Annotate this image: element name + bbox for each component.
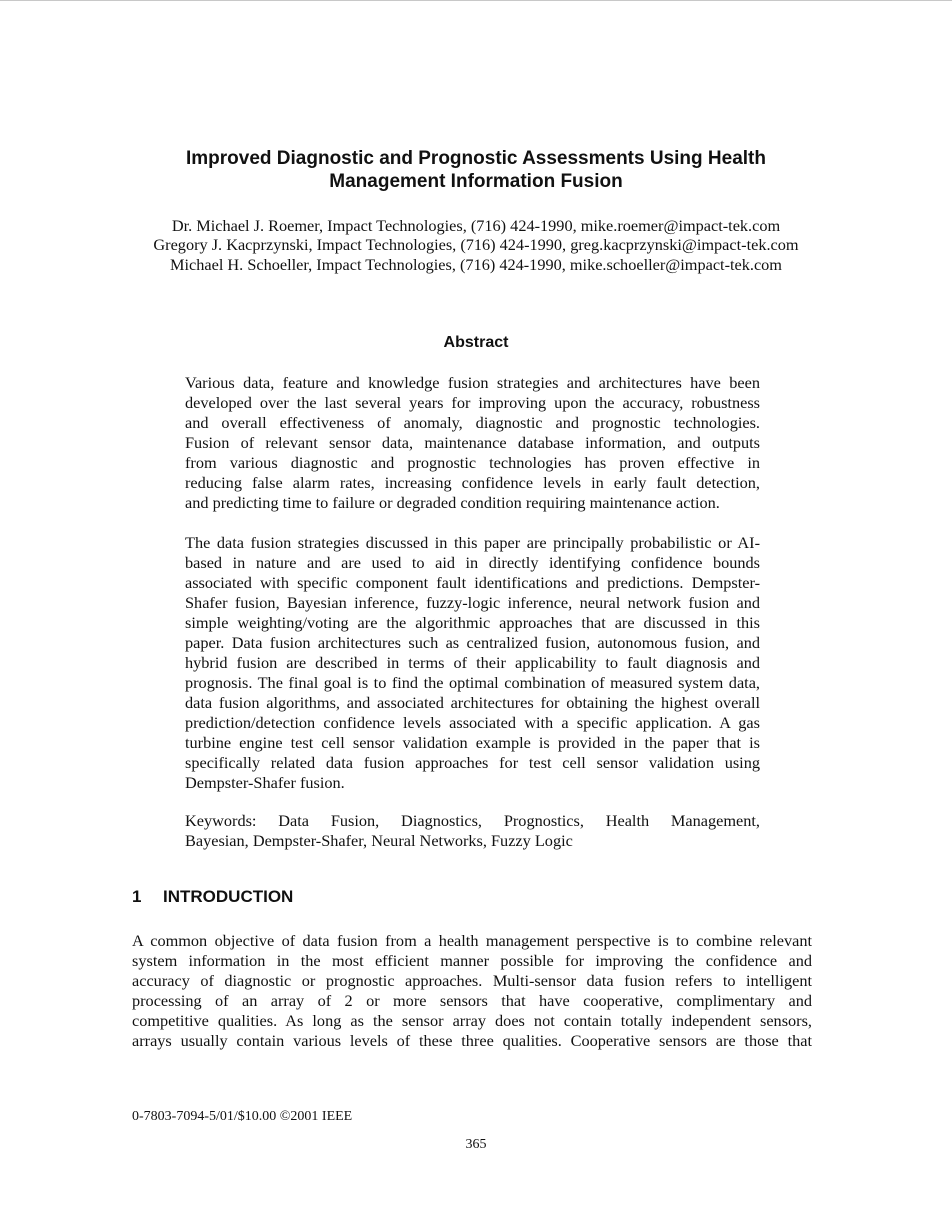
- copyright-footer: 0-7803-7094-5/01/$10.00 ©2001 IEEE: [132, 1109, 353, 1124]
- text-line: prognosis. The final goal is to find the optimal combination of measured system data,: [185, 673, 760, 692]
- text-line: A common objective of data fusion from a health management perspective is to combine relevant: [132, 931, 812, 950]
- text-line: associated with specific component fault identifications and predictions. Dempster-: [185, 573, 760, 592]
- abstract-heading: Abstract: [443, 334, 509, 351]
- section-number: 1: [132, 887, 142, 906]
- text-line: and overall effectiveness of anomaly, diagnostic and prognostic technologies.: [185, 413, 760, 432]
- text-line: Various data, feature and knowledge fusion strategies and architectures have been: [185, 373, 760, 392]
- author-line: Michael H. Schoeller, Impact Technologies, (716) 424-1990, mike.schoeller@impact-tek.com: [170, 254, 782, 274]
- introduction-paragraph: [132, 931, 812, 1051]
- text-line: processing of an array of 2 or more sensors that have cooperative, complimentary and: [132, 991, 812, 1010]
- author-list: [0, 216, 952, 274]
- text-line: competitive qualities. As long as the sensor array does not contain totally independent sensors,: [132, 1011, 812, 1030]
- text-line: accuracy of diagnostic or prognostic approaches. Multi-sensor data fusion refers to intelligent: [132, 971, 812, 990]
- text-line: Shafer fusion, Bayesian inference, fuzzy-logic inference, neural network fusion and: [185, 593, 760, 612]
- paper-title: [0, 147, 952, 193]
- text-line: Fusion of relevant sensor data, maintenance database information, and outputs: [185, 433, 760, 452]
- title-line: Management Information Fusion: [329, 171, 623, 192]
- text-line: Dempster-Shafer fusion.: [185, 773, 345, 792]
- section-title: INTRODUCTION: [163, 887, 294, 906]
- abstract-paragraph-1: [185, 373, 760, 513]
- text-line: turbine engine test cell sensor validation example is provided in the paper that is: [185, 733, 760, 752]
- author-line: Dr. Michael J. Roemer, Impact Technologies, (716) 424-1990, mike.roemer@impact-tek.com: [171, 216, 781, 235]
- text-line: reducing false alarm rates, increasing confidence levels in early fault detection,: [185, 473, 760, 492]
- text-line: from various diagnostic and prognostic technologies has proven effective in: [185, 453, 760, 472]
- text-line: hybrid fusion are described in terms of their applicability to fault diagnosis and: [185, 653, 760, 672]
- text-line: and predicting time to failure or degraded condition requiring maintenance action.: [185, 493, 720, 512]
- text-line: data fusion algorithms, and associated architectures for obtaining the highest overall: [185, 693, 760, 712]
- text-line: arrays usually contain various levels of these three qualities. Cooperative sensors are those that: [132, 1031, 812, 1050]
- text-line: based in nature and are used to aid in directly identifying confidence bounds: [185, 553, 760, 572]
- title-line: Improved Diagnostic and Prognostic Assessments Using Health: [186, 148, 766, 169]
- text-line: simple weighting/voting are the algorithmic approaches that are discussed in this: [185, 613, 760, 632]
- text-line: Keywords: Data Fusion, Diagnostics, Prognostics, Health Management,: [185, 811, 760, 830]
- author-line: Gregory J. Kacprzynski, Impact Technologies, (716) 424-1990, greg.kacprzynski@impact-tek.com: [153, 235, 799, 255]
- page-number: 365: [465, 1137, 487, 1152]
- abstract-paragraph-2: [185, 533, 760, 793]
- text-line: paper. Data fusion architectures such as centralized fusion, autonomous fusion, and: [185, 633, 760, 652]
- section-heading-introduction: [132, 887, 293, 907]
- text-line: Bayesian, Dempster-Shafer, Neural Networks, Fuzzy Logic: [185, 831, 573, 850]
- text-line: specifically related data fusion approaches for test cell sensor validation using: [185, 753, 760, 772]
- keywords: [185, 811, 760, 851]
- text-line: The data fusion strategies discussed in this paper are principally probabilistic or AI-: [185, 533, 760, 552]
- text-line: prediction/detection confidence levels associated with a specific application. A gas: [185, 713, 760, 732]
- text-line: system information in the most efficient manner possible for improving the confidence and: [132, 951, 812, 970]
- text-line: developed over the last several years for improving upon the accuracy, robustness: [185, 393, 760, 412]
